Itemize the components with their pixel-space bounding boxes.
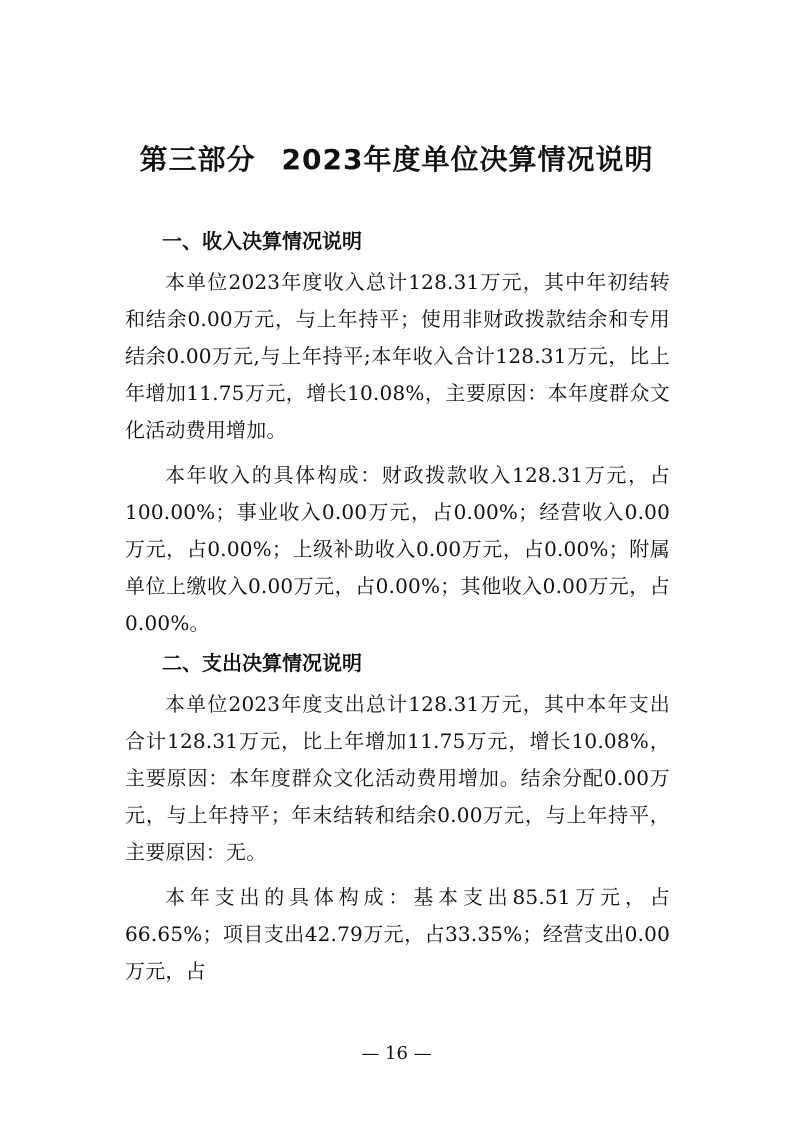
title-part: 第三部分 (139, 143, 256, 176)
section-heading: 一、收入决算情况说明 (162, 229, 362, 253)
paragraph: 本年收入的具体构成：财政拨款收入128.31万元，占100.00%；事业收入0.00万元，占0.00%；经营收入0.00万元，占0.00%；上级补助收入0.00万元，占0.00%；附属单位上缴收入0.00万元，占0.00%；其他收入0.00万元，占0.00%。 (125, 463, 670, 635)
document-body (125, 228, 670, 990)
paragraph: 本单位2023年度支出总计128.31万元，其中本年支出合计128.31万元，比上年增加11.75万元，增长10.08%，主要原因：本年度群众文化活动费用增加。结余分配0.00万元，与上年持平；年末结转和结余0.00万元，与上年持平，主要原因：无。 (125, 692, 670, 864)
section-expenditure (125, 650, 670, 990)
paragraph: 本年支出的具体构成：基本支出85.51万元，占66.65%；项目支出42.79万元，占33.35%；经营支出0.00万元，占 (125, 885, 670, 983)
paragraph: 本单位2023年度收入总计128.31万元，其中年初结转和结余0.00万元，与上年持平；使用非财政拨款结余和专用结余0.00万元,与上年持平;本年收入合计128.31万元，比上年增加11.75万元，增长10.08%，主要原因：本年度群众文化活动费用增加。 (125, 270, 670, 442)
title-main: 2023年度单位决算情况说明 (281, 143, 654, 176)
section-heading: 二、支出决算情况说明 (162, 651, 362, 675)
page-title (0, 138, 793, 178)
section-income (125, 228, 670, 642)
page-number: — 16 — (361, 1043, 432, 1064)
